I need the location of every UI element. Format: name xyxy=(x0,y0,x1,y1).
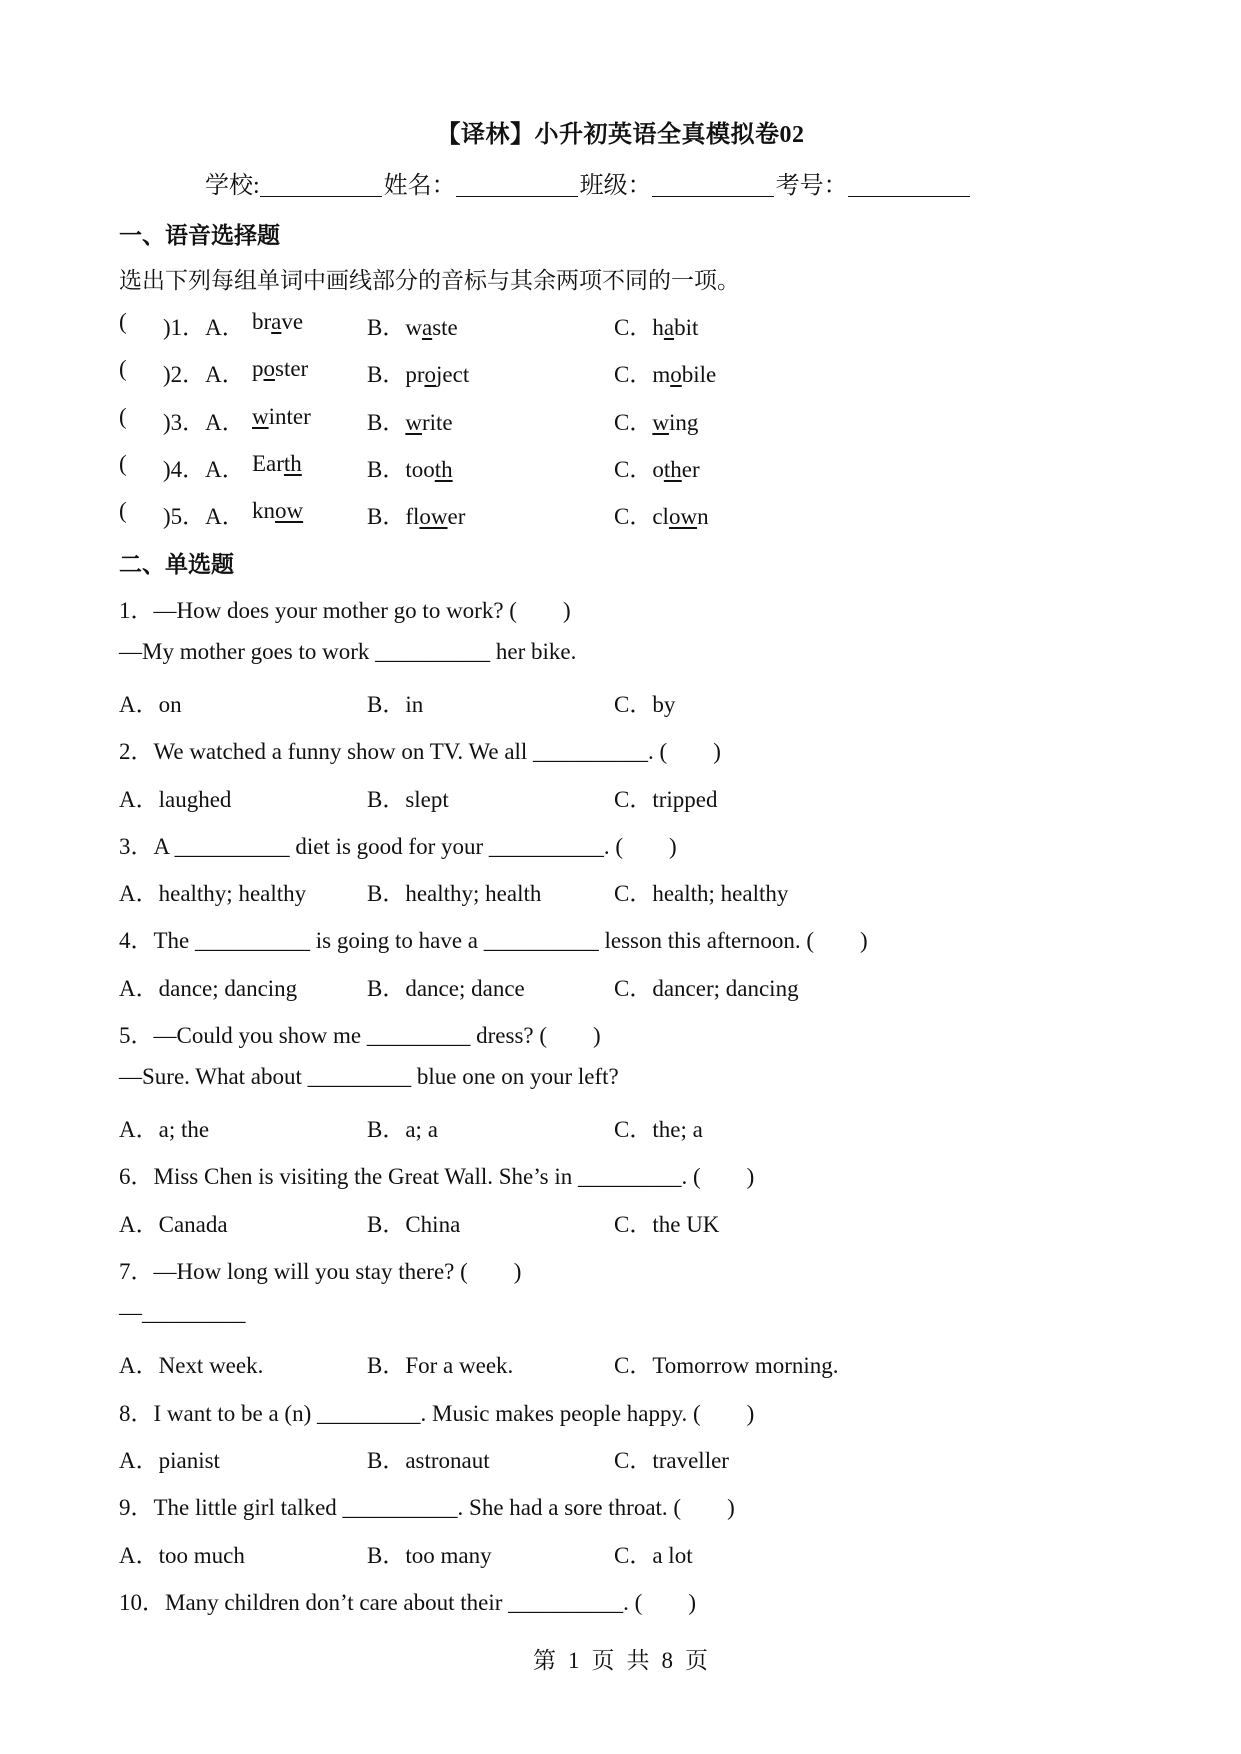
question-text: 7．—How long will you stay there? ( ) xyxy=(119,1259,522,1284)
option-c: C．mobile xyxy=(614,362,717,387)
footer-text: 页 xyxy=(591,1648,615,1673)
option-c[interactable]: C．Tomorrow morning. xyxy=(614,1353,839,1378)
option-b[interactable]: B．For a week. xyxy=(367,1353,514,1378)
number-blank[interactable] xyxy=(848,172,970,197)
option-c[interactable]: C．the UK xyxy=(614,1212,720,1237)
total-pages: 8 xyxy=(661,1648,673,1673)
footer-text: 页 xyxy=(685,1648,708,1673)
class-blank[interactable] xyxy=(652,172,774,197)
section2-heading: 二、单选题 xyxy=(119,552,234,577)
school-label: 学校: xyxy=(205,173,260,199)
question-text: 6．Miss Chen is visiting the Great Wall. She’s in _________. ( ) xyxy=(119,1164,755,1189)
option-b[interactable]: B．China xyxy=(367,1212,461,1237)
option-c: C．clown xyxy=(614,504,709,529)
option-b[interactable]: B．astronaut xyxy=(367,1448,490,1473)
option-b: B．write xyxy=(367,410,453,435)
section1-heading: 一、语音选择题 xyxy=(119,223,280,248)
option-c[interactable]: C．health; healthy xyxy=(614,881,789,906)
footer-text: 共 xyxy=(626,1648,650,1673)
question-text: 2．We watched a funny show on TV. We all __________. ( ) xyxy=(119,739,721,764)
option-b[interactable]: B．healthy; health xyxy=(367,881,542,906)
option-a[interactable]: A．Canada xyxy=(119,1212,228,1237)
option-a-word: Earth xyxy=(252,451,302,476)
school-blank[interactable] xyxy=(260,172,382,197)
section1-instruction: 选出下列每组单词中画线部分的音标与其余两项不同的一项。 xyxy=(119,268,740,293)
option-b: B．project xyxy=(367,362,470,387)
option-a[interactable]: A．Next week. xyxy=(119,1353,264,1378)
option-b[interactable]: B．in xyxy=(367,692,424,717)
option-b[interactable]: B．slept xyxy=(367,787,449,812)
answer-paren[interactable]: ( xyxy=(119,498,127,523)
option-a[interactable]: A．pianist xyxy=(119,1448,220,1473)
page-footer xyxy=(0,1642,1241,1675)
question-text: —My mother goes to work __________ her bike. xyxy=(119,639,577,664)
page-title: 【译林】小升初英语全真模拟卷02 xyxy=(436,122,805,148)
option-c[interactable]: C．dancer; dancing xyxy=(614,976,799,1001)
option-a[interactable]: A．laughed xyxy=(119,787,232,812)
option-c: C．other xyxy=(614,457,700,482)
option-c: C．habit xyxy=(614,315,699,340)
question-number: )1．A． xyxy=(163,315,245,340)
question-text: —_________ xyxy=(119,1300,246,1325)
option-a[interactable]: A．a; the xyxy=(119,1117,210,1142)
question-text: 10．Many children don’t care about their __________. ( ) xyxy=(119,1590,696,1615)
answer-paren[interactable]: ( xyxy=(119,451,127,476)
option-b: B．tooth xyxy=(367,457,453,482)
answer-paren[interactable]: ( xyxy=(119,404,127,429)
option-b: B．flower xyxy=(367,504,466,529)
footer-text: 第 xyxy=(533,1648,556,1673)
question-text: 5．—Could you show me _________ dress? ( ) xyxy=(119,1023,601,1048)
question-text: 1．—How does your mother go to work? ( ) xyxy=(119,598,571,623)
current-page: 1 xyxy=(568,1648,580,1673)
question-number: )5．A． xyxy=(163,504,245,529)
name-label: 姓名： xyxy=(383,173,456,199)
option-a[interactable]: A．too much xyxy=(119,1543,245,1568)
answer-paren[interactable]: ( xyxy=(119,309,127,334)
option-c: C．wing xyxy=(614,410,699,435)
answer-paren[interactable]: ( xyxy=(119,356,127,381)
option-c[interactable]: C．by xyxy=(614,692,676,717)
question-text: 9．The little girl talked __________. She had a sore throat. ( ) xyxy=(119,1495,735,1520)
option-a-word: know xyxy=(252,498,304,523)
question-text: 8．I want to be a (n) _________. Music makes people happy. ( ) xyxy=(119,1401,755,1426)
question-number: )2．A． xyxy=(163,362,245,387)
number-label: 考号： xyxy=(775,173,848,199)
option-a-word: winter xyxy=(252,404,311,429)
option-b[interactable]: B．a; a xyxy=(367,1117,438,1142)
option-c[interactable]: C．traveller xyxy=(614,1448,729,1473)
option-c[interactable]: C．the; a xyxy=(614,1117,703,1142)
option-a-word: brave xyxy=(252,309,304,334)
name-blank[interactable] xyxy=(456,172,578,197)
option-a[interactable]: A．on xyxy=(119,692,182,717)
option-b: B．waste xyxy=(367,315,458,340)
student-info-line xyxy=(205,165,972,200)
question-text: —Sure. What about _________ blue one on your left? xyxy=(119,1064,619,1089)
question-text: 4．The __________ is going to have a __________ lesson this afternoon. ( ) xyxy=(119,928,868,953)
option-b[interactable]: B．too many xyxy=(367,1543,492,1568)
option-c[interactable]: C．a lot xyxy=(614,1543,693,1568)
option-a-word: poster xyxy=(252,356,309,381)
question-number: )3．A． xyxy=(163,410,245,435)
option-c[interactable]: C．tripped xyxy=(614,787,718,812)
option-b[interactable]: B．dance; dance xyxy=(367,976,525,1001)
class-label: 班级： xyxy=(579,173,652,199)
question-number: )4．A． xyxy=(163,457,245,482)
option-a[interactable]: A．dance; dancing xyxy=(119,976,298,1001)
question-text: 3．A __________ diet is good for your __________. ( ) xyxy=(119,834,677,859)
option-a[interactable]: A．healthy; healthy xyxy=(119,881,307,906)
